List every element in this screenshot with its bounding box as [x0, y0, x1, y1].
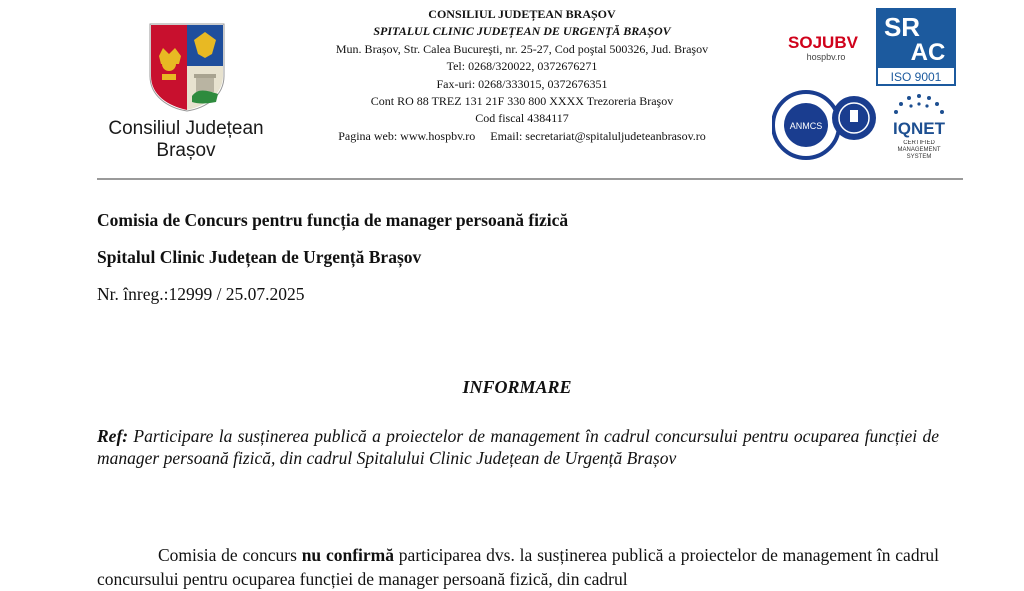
body-paragraph	[97, 543, 939, 591]
anmcs-accreditation-logo	[772, 90, 878, 160]
body-paragraph-bold: nu confirmă	[301, 545, 394, 565]
registration-number: Nr. înreg.:12999 / 25.07.2025	[97, 284, 305, 304]
sojubv-logo-text: SOJUBV	[788, 33, 858, 52]
commission-heading: Comisia de Concurs pentru funcția de manager persoană fizică	[97, 210, 569, 230]
srac-top-text: SR	[883, 12, 921, 42]
iqnet-logo	[882, 90, 956, 168]
council-logo-text	[100, 118, 272, 162]
council-logo-line-1: Consiliul Județean	[108, 118, 264, 139]
phone-line: Tel: 0268/320022, 0372676271	[446, 59, 598, 74]
document-title: INFORMARE	[462, 377, 572, 397]
header-divider	[97, 178, 963, 180]
sojubv-logo	[778, 30, 868, 64]
council-logo-line-2: Brașov	[156, 140, 216, 161]
sojubv-logo-subtext: hospbv.ro	[806, 52, 846, 62]
reference-label: Ref:	[97, 426, 129, 446]
reference-paragraph	[97, 425, 939, 469]
body-paragraph-rest: participarea dvs. la susținerea publică a proiectelor de management în cadrul concursului pentru ocuparea funcției de manager persoană fizică, din cadrul	[97, 545, 940, 589]
srac-iso-logo	[876, 8, 956, 86]
brasov-coat-of-arms-icon	[146, 18, 228, 112]
iqnet-text: IQNET	[893, 119, 945, 138]
fiscal-code-line: Cod fiscal 4384117	[475, 111, 569, 126]
anmcs-text: ANMCS	[789, 121, 823, 131]
srac-bottom-text: AC	[910, 39, 946, 66]
address-line: Mun. Brașov, Str. Calea Bucureşti, nr. 25-27, Cod poştal 500326, Jud. Braşov	[335, 41, 709, 56]
web-email-line: Pagina web: www.hospbv.ro Email: secretariat@spitaluljudeteanbrasov.ro	[338, 128, 706, 143]
hospital-heading: Spitalul Clinic Județean de Urgență Brașov	[97, 247, 422, 267]
org-line-2: SPITALUL CLINIC JUDEȚEAN DE URGENȚĂ BRAȘOV	[373, 24, 671, 39]
iqnet-subtext: CERTIFIED MANAGEMENT SYSTEM	[897, 140, 941, 160]
org-line-1: CONSILIUL JUDEȚEAN BRAȘOV	[428, 7, 616, 21]
letterhead	[272, 6, 772, 145]
srac-iso-text: ISO 9001	[890, 70, 942, 84]
reference-text: Participare la susținerea publică a proiectelor de management în cadrul concursului pentru ocuparea funcției de manager persoană fizică, din cadrul Spitalului Clinic Județean de Urgență Brașov	[97, 426, 939, 468]
body-paragraph-start: Comisia de concurs	[158, 545, 302, 565]
account-line: Cont RO 88 TREZ 131 21F 330 800 XXXX Trezoreria Braşov	[370, 94, 674, 109]
fax-line: Fax-uri: 0268/333015, 0372676351	[436, 76, 608, 91]
